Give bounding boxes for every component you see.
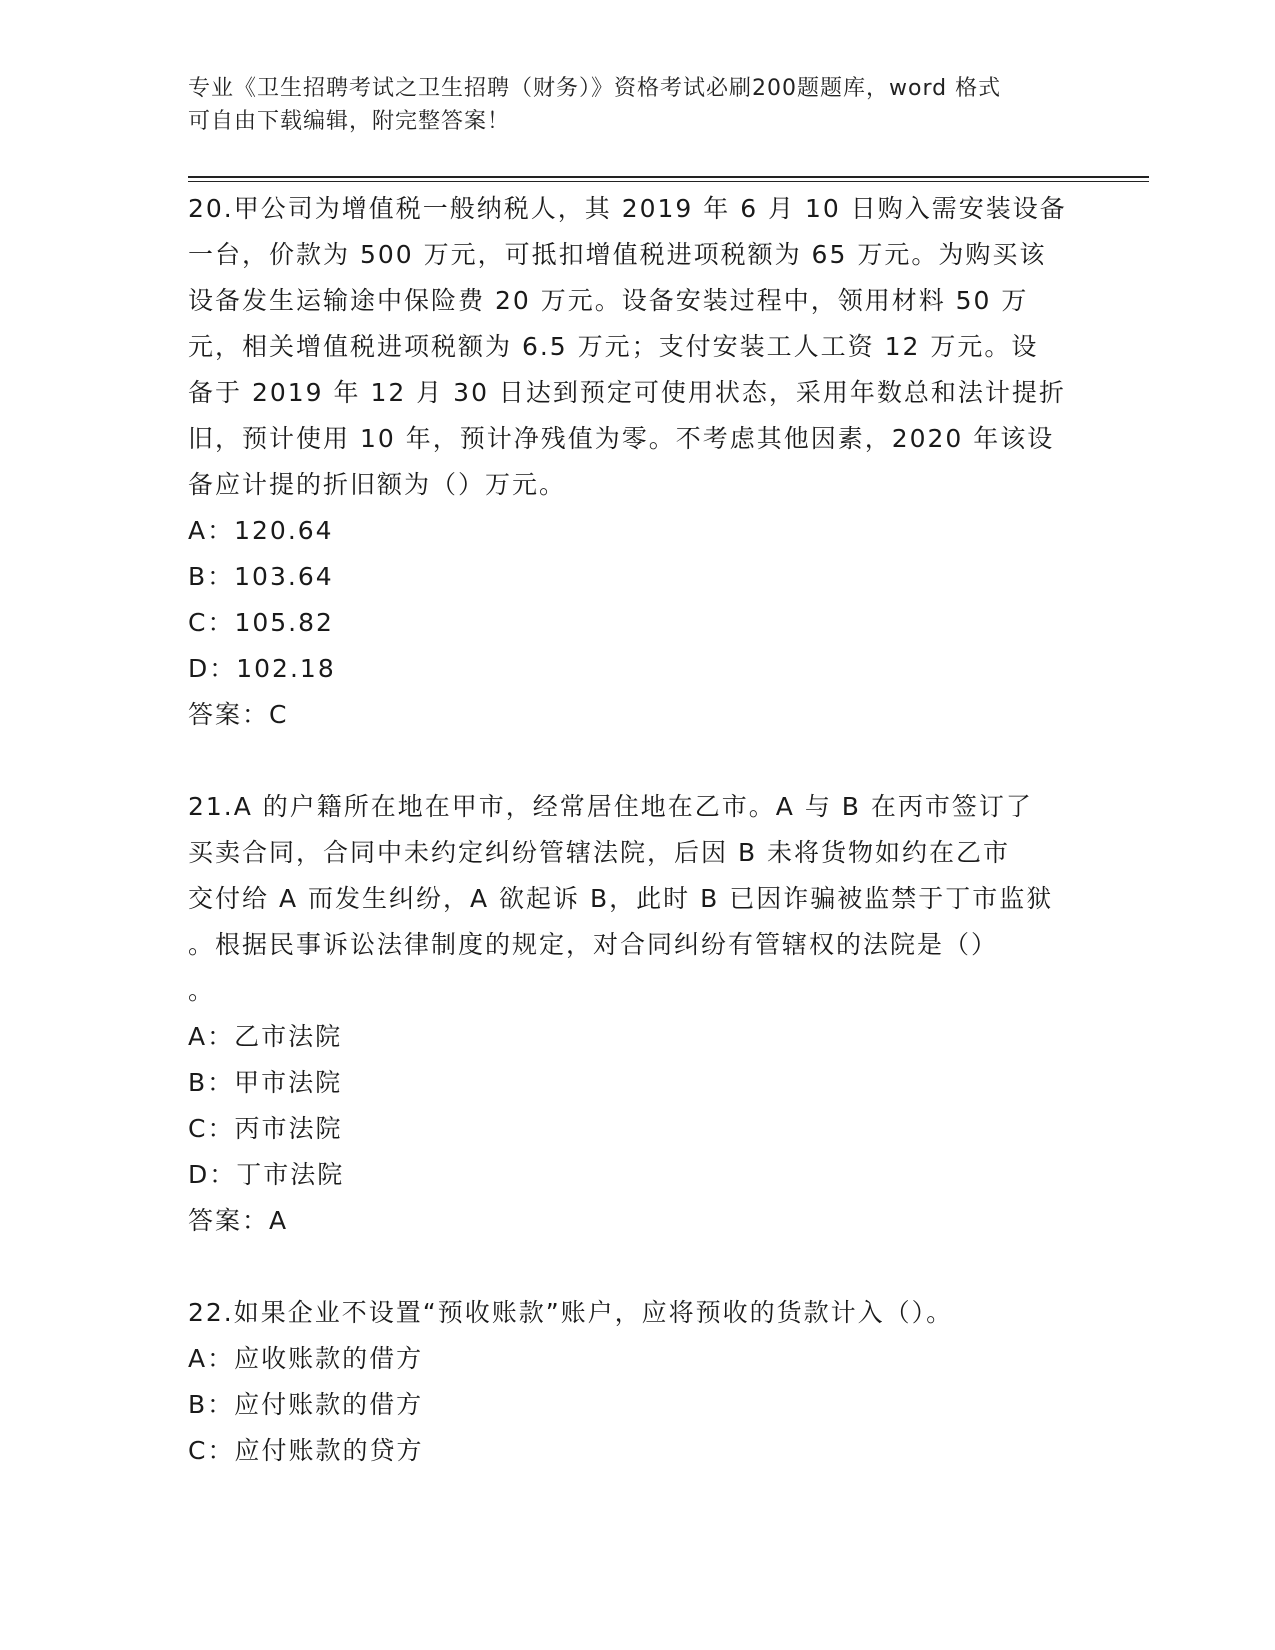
- option-a: A：120.64: [188, 516, 334, 545]
- header-title-line-1: 专业《卫生招聘考试之卫生招聘（财务）》资格考试必刷200题题库，word 格式: [188, 76, 1002, 101]
- option-a: A：乙市法院: [188, 1022, 343, 1051]
- page-header: [188, 72, 1068, 138]
- question-22: [188, 1290, 1088, 1474]
- question-spacer: [188, 1244, 1088, 1290]
- header-title-line-2: 可自由下载编辑，附完整答案！: [188, 109, 511, 134]
- question-stem-line: 。: [188, 976, 216, 1005]
- question-list: [188, 186, 1088, 1474]
- option-c: C：应付账款的贷方: [188, 1436, 424, 1465]
- question-stem-line: 旧，预计使用 10 年，预计净残值为零。不考虑其他因素，2020 年该设: [188, 424, 1055, 453]
- answer-line: 答案：A: [188, 1206, 289, 1235]
- option-b: B：甲市法院: [188, 1068, 343, 1097]
- option-d: D：丁市法院: [188, 1160, 345, 1189]
- question-stem-line: 21.A 的户籍所在地在甲市，经常居住地在乙市。A 与 B 在丙市签订了: [188, 792, 1033, 821]
- question-stem-line: 22.如果企业不设置“预收账款”账户，应将预收的货款计入（）。: [188, 1298, 954, 1327]
- question-stem-line: 备应计提的折旧额为（）万元。: [188, 470, 567, 499]
- option-b: B：应付账款的借方: [188, 1390, 424, 1419]
- question-stem-line: 备于 2019 年 12 月 30 日达到预定可使用状态，采用年数总和法计提折: [188, 378, 1066, 407]
- header-divider: [188, 176, 1149, 182]
- option-b: B：103.64: [188, 562, 334, 591]
- question-spacer: [188, 738, 1088, 784]
- answer-line: 答案：C: [188, 700, 289, 729]
- option-c: C：105.82: [188, 608, 334, 637]
- question-stem-line: 设备发生运输途中保险费 20 万元。设备安装过程中，领用材料 50 万: [188, 286, 1029, 315]
- option-c: C：丙市法院: [188, 1114, 343, 1143]
- question-stem-line: 元，相关增值税进项税额为 6.5 万元；支付安装工人工资 12 万元。设: [188, 332, 1039, 361]
- question-stem-line: 20.甲公司为增值税一般纳税人，其 2019 年 6 月 10 日购入需安装设备: [188, 194, 1067, 223]
- question-21: [188, 784, 1088, 1244]
- option-d: D：102.18: [188, 654, 336, 683]
- option-a: A：应收账款的借方: [188, 1344, 424, 1373]
- question-stem-line: 。根据民事诉讼法律制度的规定，对合同纠纷有管辖权的法院是（）: [188, 930, 999, 959]
- question-stem-line: 一台，价款为 500 万元，可抵扣增值税进项税额为 65 万元。为购买该: [188, 240, 1047, 269]
- question-20: [188, 186, 1088, 738]
- question-stem-line: 买卖合同，合同中未约定纠纷管辖法院，后因 B 未将货物如约在乙市: [188, 838, 1011, 867]
- question-stem-line: 交付给 A 而发生纠纷，A 欲起诉 B，此时 B 已因诈骗被监禁于丁市监狱: [188, 884, 1054, 913]
